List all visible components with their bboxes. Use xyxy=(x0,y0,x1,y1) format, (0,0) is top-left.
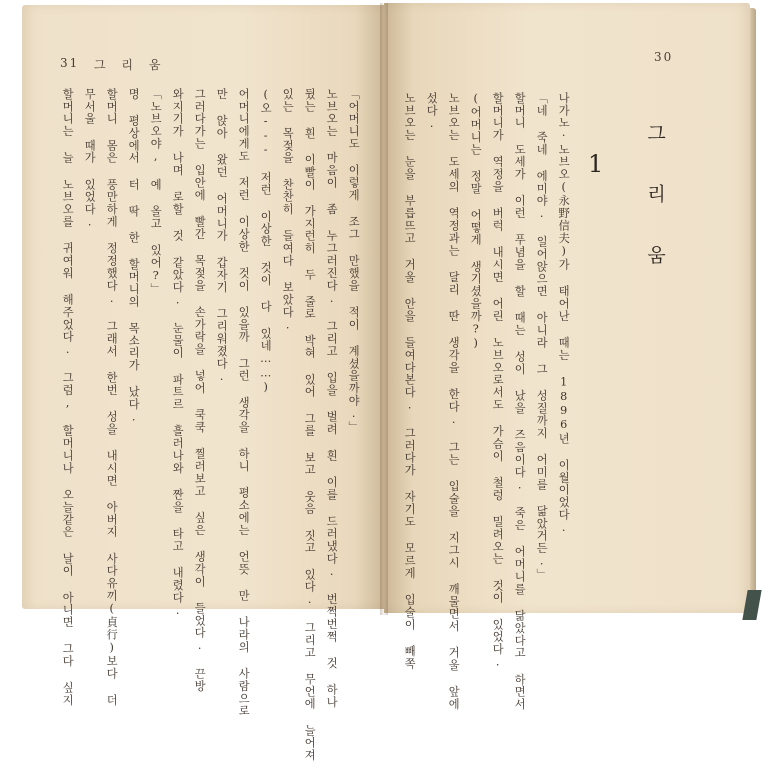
text-column: 「네 죽네 에미야. 일어앉으면 아니라 그 성질까지 어미를 닮았거든.」 xyxy=(535,92,549,582)
text-column: 그러다가는 입안에 빨간 목젖을 손가락을 넣어 쿡쿡 찔러보고 싶은 생각이 들었다. 끈방 xyxy=(193,88,207,693)
chapter-title: 그 리 움 xyxy=(644,123,666,274)
text-column: 노브오는 마음이 좀 누그러진다. 그리고 입을 벌려 흰 이를 드러냈다. 번쩍번쩍 것 하나 xyxy=(325,88,339,709)
text-column: 할머니가 역정을 버럭 내시면 어린 노브오로서도 가슴이 철렁 밀려오는 것이 있었다. xyxy=(491,92,505,670)
text-column: 할머니 도세가 이런 푸념을 할 때는 성이 났을 즈음이다. 죽은 어머니를 닮았다고 하면서 xyxy=(513,92,527,711)
text-column: 나가노·노브오(永野信夫)가 태어난 때는 1896년 이월이었다. xyxy=(557,92,571,536)
book-gutter xyxy=(380,3,388,615)
text-column: 할머니 몸은 풍만하게 정정했다. 그래서 한번 성을 내시면 아버지 사다유끼(貞行)보다 더 xyxy=(105,88,119,707)
page-number-left: 31 xyxy=(60,56,80,70)
running-head: 그 리 움 xyxy=(94,58,167,72)
text-column: 어머니에게도 저런 이상한 것이 있을까 그런 생각을 하니 평소에는 언뜻 만 나라의 사람으로 xyxy=(237,88,251,718)
text-column: 노브오는 눈을 부릅뜨고 거울 안을 들여다본다. 그러다가 자기도 모르게 입술이 빼쪽 xyxy=(403,92,417,670)
text-column: 뒸는 흰 이빨이 가지런히 두 줄로 박혀 있어 그를 보고 웃음 짓고 있다. 그리고 무언에 늘어져 xyxy=(303,88,317,762)
text-column: 할머니는 늘 노브오를 귀여워 해주었다. 그럼, 할머니나 오늘같은 날이 아니면 그다 싶지 xyxy=(61,88,75,707)
text-column: (어머니는 정말 어떻게 생기셨을까?) xyxy=(469,92,483,351)
text-column: 「노브오야, 예 올고 있어?」 xyxy=(149,88,163,296)
text-column: 와지기가 나며 로할 것 같았다. 눈물이 파트르 흘러나와 짠을 타고 내렸다. xyxy=(171,88,185,618)
text-column: 있는 목젖을 찬찬히 들여다 보았다. xyxy=(281,88,295,333)
text-column: (오--- 저런 이상한 것이 다 있네……) xyxy=(259,88,273,395)
text-column: 만 앉아 왔던 어머니가 갑자기 그리워졌다. xyxy=(215,88,229,384)
page-edge xyxy=(750,8,756,614)
text-column: 무서울 때가 있었다. xyxy=(83,88,97,230)
chapter-number: 1 xyxy=(588,150,604,178)
text-column: 노브오는 도세의 역정과는 달리 딴 생각을 한다. 그는 입술을 지그시 깨물면서 거울 앞에 xyxy=(447,92,461,711)
text-column: 명 평상에서 터 딱 한 할머니의 목소리가 났다. xyxy=(127,88,141,425)
page-number-right: 30 xyxy=(654,50,674,64)
text-column: 섰다. xyxy=(425,92,439,131)
text-column: 「어머니도 이렇게 조그 만했을 적이 계셨을까야.」 xyxy=(347,88,361,434)
